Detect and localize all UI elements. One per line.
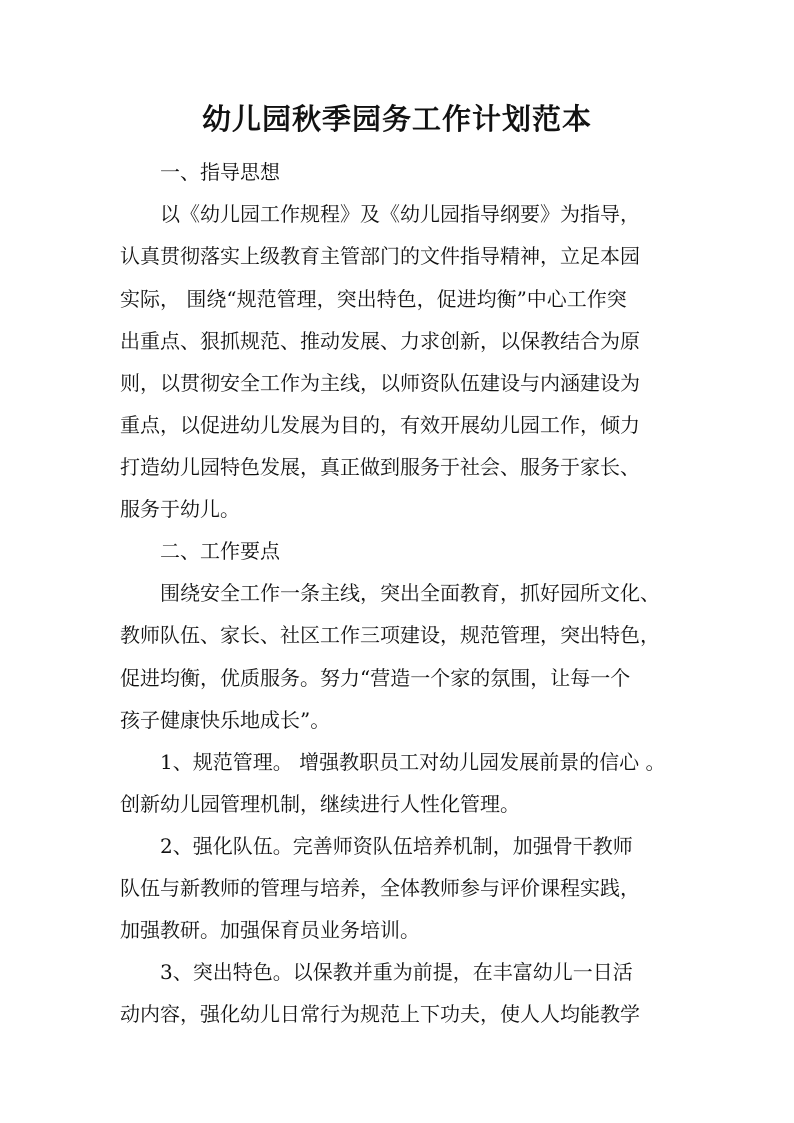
paragraph-line: 孩子健康快乐地成长”。 xyxy=(120,708,331,732)
paragraph-line: 创新幼儿园管理机制，继续进行人性化管理。 xyxy=(120,792,520,816)
paragraph-line: 促进均衡，优质服务。努力“营造一个家的氛围，让每一个 xyxy=(120,666,631,690)
paragraph-line: 认真贯彻落实上级教育主管部门的文件指导精神，立足本园 xyxy=(120,244,640,268)
paragraph-line: 动内容，强化幼儿日常行为规范上下功夫，使人人均能教学 xyxy=(120,1002,640,1026)
paragraph-line: 加强教研。加强保育员业务培训。 xyxy=(120,918,420,942)
paragraph-line: 1、规范管理。 增强教职员工对幼儿园发展前景的信心 。 xyxy=(120,750,666,774)
paragraph-line: 3、突出特色。以保教并重为前提，在丰富幼儿一日活 xyxy=(120,960,633,984)
heading-guiding-ideology: 一、指导思想 xyxy=(120,160,280,184)
heading-work-points: 二、工作要点 xyxy=(120,539,280,563)
paragraph-line: 服务于幼儿。 xyxy=(120,497,240,521)
paragraph-line: 围绕安全工作一条主线，突出全面教育，抓好园所文化、 xyxy=(120,581,660,605)
document-title: 幼儿园秋季园务工作计划范本 xyxy=(201,102,592,136)
paragraph-line: 以《幼儿园工作规程》及《幼儿园指导纲要》为指导， xyxy=(120,202,640,226)
paragraph-line: 2、强化队伍。完善师资队伍培养机制，加强骨干教师 xyxy=(120,834,633,858)
paragraph-line: 出重点、狠抓规范、推动发展、力求创新，以保教结合为原 xyxy=(120,329,640,353)
paragraph-line: 则，以贯彻安全工作为主线，以师资队伍建设与内涵建设为 xyxy=(120,371,640,395)
paragraph-line: 实际， 围绕“规范管理，突出特色，促进均衡”中心工作突 xyxy=(120,287,627,311)
paragraph-line: 教师队伍、家长、社区工作三项建设，规范管理，突出特色， xyxy=(120,623,660,647)
paragraph-line: 重点，以促进幼儿发展为目的，有效开展幼儿园工作，倾力 xyxy=(120,413,640,437)
paragraph-line: 打造幼儿园特色发展，真正做到服务于社会、服务于家长、 xyxy=(120,455,640,479)
paragraph-line: 队伍与新教师的管理与培养，全体教师参与评价课程实践， xyxy=(120,876,640,900)
